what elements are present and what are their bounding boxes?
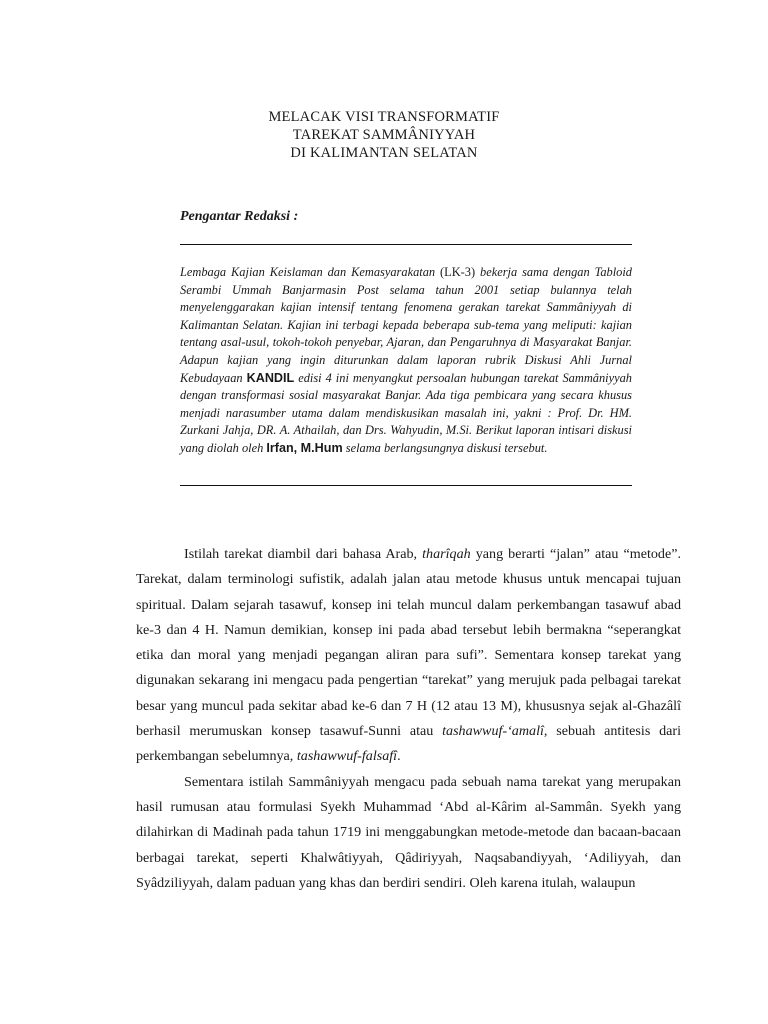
p1-text-a: Istilah tarekat diambil dari bahasa Arab, bbox=[184, 546, 423, 562]
title-line-1: MELACAK VISI TRANSFORMATIF bbox=[268, 109, 500, 125]
p1-term-thariqah: tharîqah bbox=[422, 546, 471, 562]
intro-bottom-rule bbox=[180, 485, 632, 486]
intro-text-7: selama berlangsungnya diskusi tersebut. bbox=[342, 440, 548, 455]
p1-term-amali: tashawwuf-‘amalî bbox=[442, 723, 544, 740]
paragraph-1 bbox=[136, 542, 681, 770]
paragraph-2 bbox=[136, 770, 681, 896]
article-body bbox=[136, 542, 681, 896]
intro-text-3: bekerja sama dengan Tabloid Serambi Ummah Banjarmasin Post selama tahun 2001 setiap bulannya telah menyelenggarakan kajian intensif tentang fenomena gerakan tarekat Sammâniyyah di Kalimantan Selatan. Kajian ini terbagi kepada beberapa sub-tema yang meliputi: kajian tentang asal-usul, tokoh-tokoh penyebar, Ajaran, dan Pengaruhnya di Masyarakat Banjar. Adapun kajian yang ingin diturunkan dalam laporan rubrik Diskusi Ahli Jurnal Kebudayaan bbox=[180, 265, 632, 385]
p1-text-g: . bbox=[397, 748, 401, 765]
p1-term-falsafi: tashawwuf-falsafî bbox=[296, 748, 398, 765]
title-line-3: DI KALIMANTAN SELATAN bbox=[290, 145, 478, 161]
author-name: Irfan, M.Hum bbox=[266, 440, 343, 455]
p1-text-c: yang berarti “jalan” atau “metode”. Tarekat, dalam terminologi sufistik, adalah jalan atau metode khusus untuk mencapai tujuan spiritual. Dalam sejarah tasawuf, konsep ini telah muncul dalam perkembangan tasawuf abad ke-3 dan 4 H. Namun demikian, konsep ini pada abad tersebut lebih bermakna “seperangkat etika dan moral yang menjadi pegangan aliran para sufi”. Sementara konsep tarekat yang digunakan sekarang ini mengacu pada pengertian “tarekat” yang merujuk pada pelbagai tarekat besar yang muncul pada sekitar abad ke-6 dan 7 H (12 atau 13 M), khususnya sejak al-Ghazâlî berhasil merumuskan konsep tasawuf-Sunni atau bbox=[136, 546, 681, 740]
intro-top-rule bbox=[180, 244, 632, 245]
journal-name: KANDIL bbox=[246, 370, 295, 385]
intro-text-2: (LK-3) bbox=[440, 265, 476, 279]
title-line-2: TAREKAT SAMMÂNIYYAH bbox=[292, 127, 476, 143]
editorial-intro bbox=[180, 264, 632, 458]
intro-text-5: edisi 4 ini menyangkut persoalan hubungan tarekat Sammâniyyah dengan transformasi sosial masyarakat Banjar. Ada tiga pembicara yang secara khusus menjadi narasumber utama dalam mendiskusikan masalah ini, yakni : Prof. Dr. HM. Zurkani Jahja, DR. A. Athailah, dan Drs. Wahyudin, M.Si. Berikut laporan intisari diskusi yang diolah oleh bbox=[180, 370, 632, 455]
intro-text-1: Lembaga Kajian Keislaman dan Kemasyarakatan bbox=[180, 265, 441, 279]
intro-heading: Pengantar Redaksi : bbox=[180, 209, 299, 224]
p1-text-e: , sebuah antitesis dari perkembangan sebelumnya, bbox=[136, 723, 681, 765]
p2-text: Sementara istilah Sammâniyyah mengacu pada sebuah nama tarekat yang merupakan hasil rumusan atau formulasi Syekh Muhammad ‘Abd al-Kârim al-Sammân. Syekh yang dilahirkan di Madinah pada tahun 1719 ini menggabungkan metode-metode dan bacaan-bacaan berbagai tarekat, seperti Khalwâtiyyah, Qâdiriyyah, Naqsabandiyyah, ‘Adiliyyah, dan Syâdziliyyah, dalam paduan yang khas dan berdiri sendiri. Oleh karena itulah, walaupun bbox=[136, 773, 681, 891]
document-title bbox=[0, 108, 768, 162]
